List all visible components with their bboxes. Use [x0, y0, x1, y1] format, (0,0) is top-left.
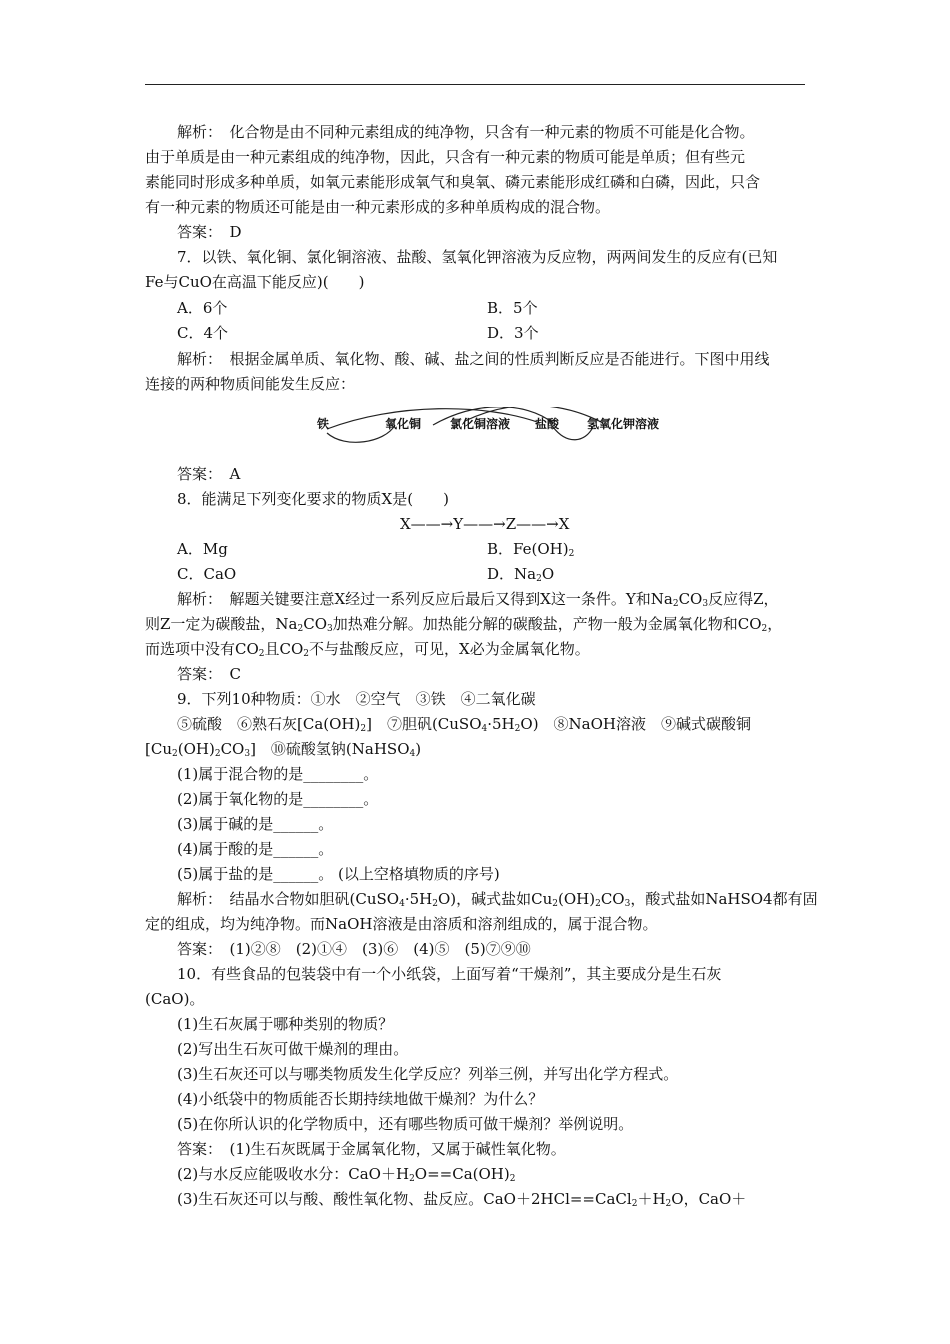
text-line: 则Z一定为碳酸盐，$Na_2CO_3$加热难分解。加热能分解的碳酸盐，产物一般为金属氧化物和$CO_2$， — [145, 615, 783, 634]
text-line: $[Cu_2(OH)_2CO_3]$ ⑩硫酸氢钠(NaHSO$_4$) — [145, 740, 422, 759]
sub-question: (2)属于氧化物的是________。 — [177, 790, 379, 808]
answer-line: 答案： C — [177, 665, 241, 683]
text-line: ⑤硫酸 ⑥熟石灰$[Ca(OH)_2]$ ⑦胆矾$(CuSO_4\cdot 5H_2O)$ ⑧NaOH溶液 ⑨碱式碳酸铜 — [177, 715, 751, 734]
diagram-label: 铁 — [317, 417, 330, 431]
text-line: (3)生石灰还可以与酸、酸性氧化物、盐反应。$CaO+2HCl==CaCl_2+H_2O$，CaO＋ — [177, 1190, 747, 1209]
sub-question: (1)属于混合物的是________。 — [177, 765, 379, 783]
text-line: (2)与水反应能吸收水分：$CaO+H_2O==Ca(OH)_2$ — [177, 1165, 516, 1184]
text-line: 解析： 结晶水合物如胆矾$(CuSO_4\cdot 5H_2O)$，碱式盐如$Cu_2(OH)_2CO_3$，酸式盐如NaHSO4都有固 — [177, 890, 818, 909]
option-b: B．5个 — [487, 299, 538, 317]
text-line: 素能同时形成多种单质，如氧元素能形成氧气和臭氧、磷元素能形成红磷和白磷，因此，只含 — [145, 173, 761, 191]
option-c: C．CaO — [177, 565, 237, 583]
option-c: C．4个 — [177, 324, 229, 342]
header-rule — [145, 84, 805, 85]
text-line: 而选项中没有$CO_2$且$CO_2$不与盐酸反应，可见，X必为金属氧化物。 — [145, 640, 590, 659]
sub-question: (5)属于盐的是______。 (以上空格填物质的序号) — [177, 865, 500, 883]
option-text: B．Fe(OH) — [487, 540, 569, 558]
question-8: 8．能满足下列变化要求的物质X是( ) — [177, 490, 449, 508]
answer-line: 答案： (1)生石灰既属于金属氧化物，又属于碱性氧化物。 — [177, 1140, 566, 1158]
sub-question: (2)写出生石灰可做干燥剂的理由。 — [177, 1040, 409, 1058]
subscript: 2 — [536, 574, 542, 584]
sub-question: (4)属于酸的是______。 — [177, 840, 334, 858]
sub-question: (3)属于碱的是______。 — [177, 815, 334, 833]
sub-question: (3)生石灰还可以与哪类物质发生化学反应？列举三例，并写出化学方程式。 — [177, 1065, 679, 1083]
reaction-chain: X——→Y——→Z——→X — [400, 515, 570, 533]
question-10: 10．有些食品的包装袋中有一个小纸袋，上面写着“干燥剂”，其主要成分是生石灰 — [177, 965, 722, 983]
question-7: 7．以铁、氧化铜、氯化铜溶液、盐酸、氢氧化钾溶液为反应物，两两间发生的反应有(已知 — [177, 248, 778, 266]
text-line: 有一种元素的物质还可能是由一种元素形成的多种单质构成的混合物。 — [145, 198, 611, 216]
option-a: A．Mg — [177, 540, 228, 558]
sub-question: (4)小纸袋中的物质能否长期持续地做干燥剂？为什么？ — [177, 1090, 544, 1108]
answer-line: 答案： (1)②⑧ (2)①④ (3)⑥ (4)⑤ (5)⑦⑨⑩ — [177, 940, 531, 958]
text-line: Fe与CuO在高温下能反应)( ) — [145, 273, 365, 291]
subscript: 2 — [568, 549, 575, 559]
diagram-label: 氯化铜溶液 — [450, 417, 511, 431]
option-text: O — [541, 565, 555, 583]
text-line: 连接的两种物质间能发生反应： — [145, 375, 356, 393]
option-text: D．Na — [487, 565, 537, 583]
diagram-label: 氢氧化钾溶液 — [587, 417, 660, 431]
answer-line: 答案： D — [177, 223, 242, 241]
option-d: D．3个 — [487, 324, 539, 342]
diagram-label: 氧化铜 — [385, 417, 422, 431]
answer-line: 答案： A — [177, 465, 241, 483]
question-9: 9．下列10种物质：①水 ②空气 ③铁 ④二氧化碳 — [177, 690, 536, 708]
text-line: 解析： 解题关键要注意X经过一系列反应后最后又得到X这一条件。Y和$Na_2CO_3$反应得Z， — [177, 590, 779, 609]
text-line: 定的组成，均为纯净物。而NaOH溶液是由溶质和溶剂组成的，属于混合物。 — [145, 915, 658, 933]
text-line: 解析： 化合物是由不同种元素组成的纯净物，只含有一种元素的物质不可能是化合物。 — [177, 123, 755, 141]
diagram-label: 盐酸 — [535, 417, 560, 431]
text-line: 由于单质是由一种元素组成的纯净物，因此，只含有一种元素的物质可能是单质；但有些元 — [145, 148, 746, 166]
text-line: (CaO)。 — [145, 990, 205, 1008]
text-line: 解析： 根据金属单质、氧化物、酸、碱、盐之间的性质判断反应是否能进行。下图中用线 — [177, 350, 770, 368]
reaction-diagram — [315, 407, 675, 447]
sub-question: (1)生石灰属于哪种类别的物质？ — [177, 1015, 394, 1033]
sub-question: (5)在你所认识的化学物质中，还有哪些物质可做干燥剂？举例说明。 — [177, 1115, 634, 1133]
option-a: A．6个 — [177, 299, 228, 317]
